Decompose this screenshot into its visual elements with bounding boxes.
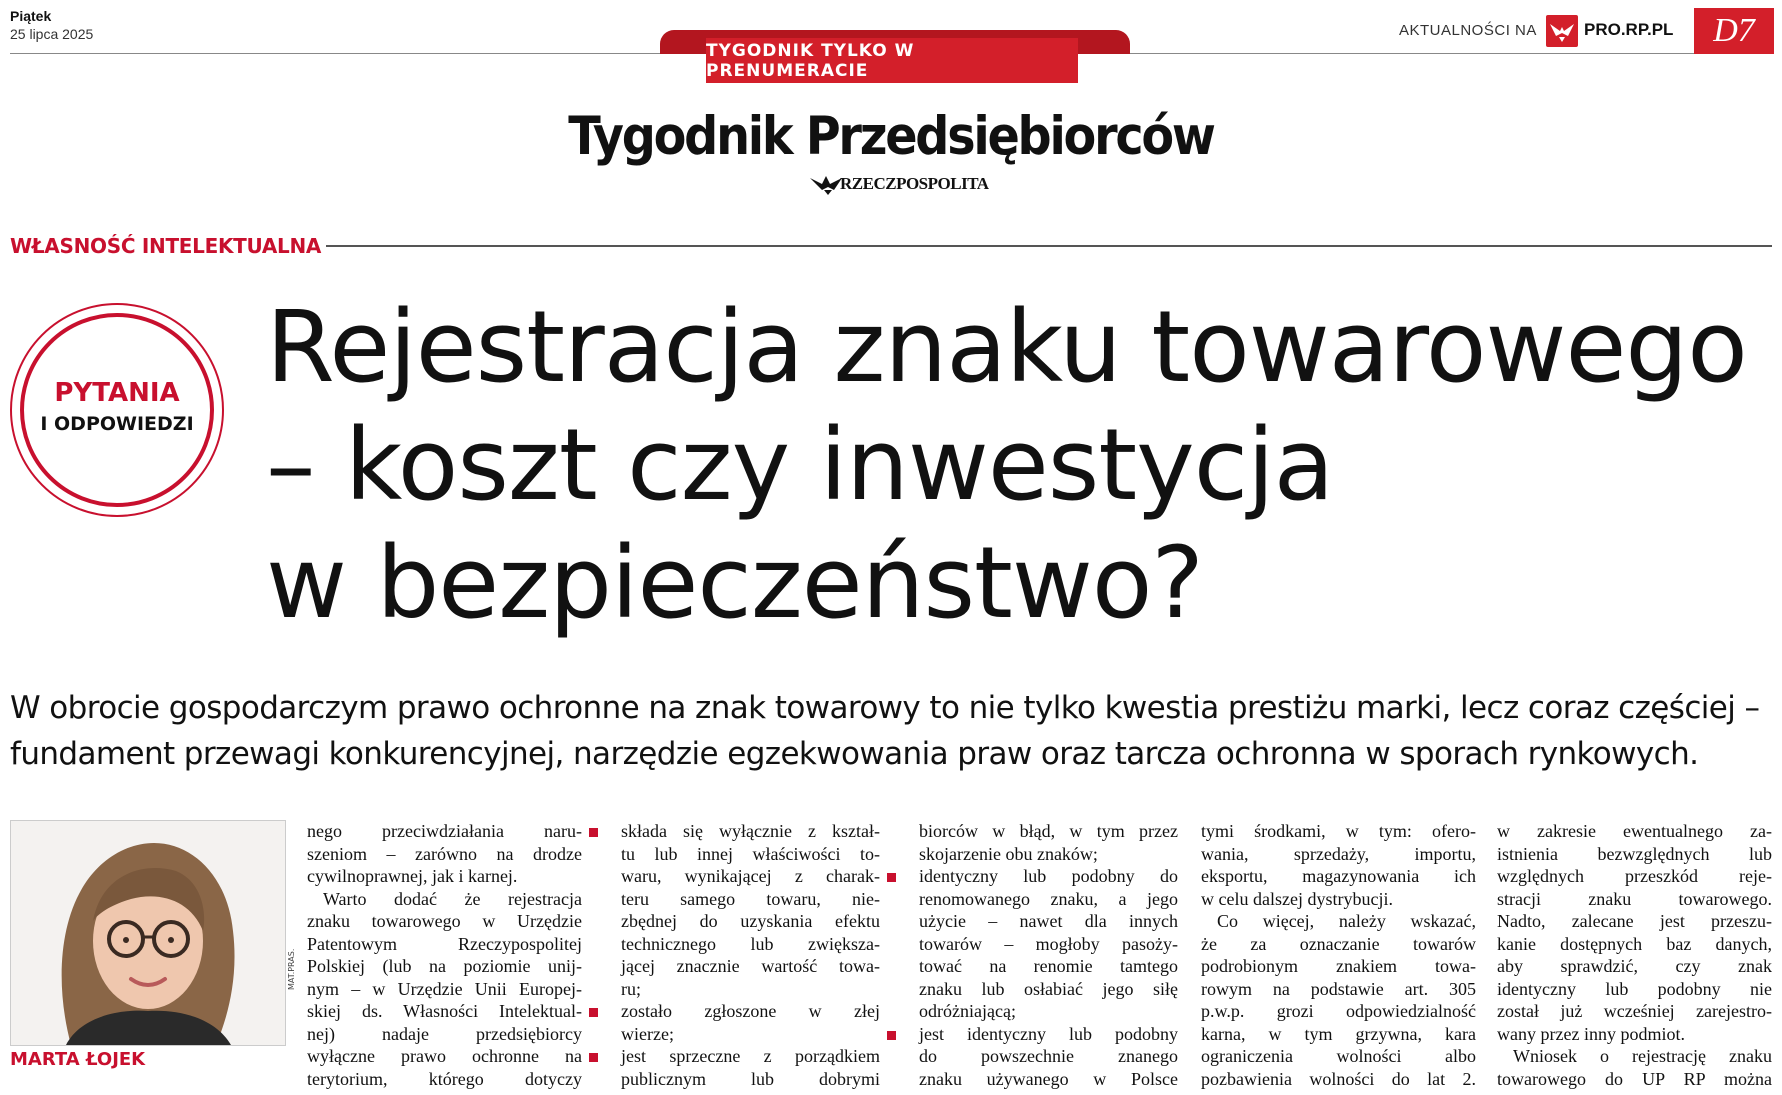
headline-line1: Rejestracja znaku towarowego: [266, 290, 1747, 405]
qa-badge-line1: PYTANIA: [54, 378, 180, 408]
column-line: jest sprzeczne z porządkiem: [621, 1046, 880, 1066]
column-line: kanie dostępnych baz danych,: [1497, 933, 1772, 954]
article-column-4: [1201, 820, 1476, 1090]
column-line: terytorium, którego dotyczy: [307, 1068, 582, 1089]
column-line: technicznego lub zwiększa-: [621, 933, 880, 954]
photo-credit: MAT.PRAS.: [287, 948, 296, 990]
column-line: biorców w błąd, w tym przez: [919, 821, 1178, 841]
column-line: ograniczenia wolności albo: [1201, 1046, 1476, 1066]
column-line: ru;: [621, 978, 641, 999]
column-line: w celu dalszej dystrybucji.: [1201, 888, 1393, 909]
publisher-name: RZECZPOSPOLITA: [840, 174, 989, 193]
list-item: [903, 820, 1178, 865]
column-line: tować na renomie tamtego: [919, 956, 1178, 976]
column-line: p.w.p. grozi odpowiedzialność: [1201, 1001, 1476, 1021]
column-line: identyczny lub podobny nie: [1497, 978, 1772, 999]
column-line: eksportu, magazynowania ich: [1201, 866, 1476, 886]
column-line: użycie – nawet dla innych: [919, 911, 1178, 931]
qa-badge-inner-ring: [20, 313, 214, 507]
article-column-2: [605, 820, 880, 1090]
column-line: nego przeciwdziałania naru-: [307, 821, 582, 841]
column-line: zostało zgłoszone w złej: [621, 1001, 880, 1021]
column-line: wyłączne prawo ochronne na: [307, 1046, 582, 1066]
list-item: [605, 1000, 880, 1045]
rp-eagle-icon[interactable]: [1546, 15, 1578, 47]
column-line: do powszechnie znanego: [919, 1046, 1178, 1066]
list-item: [605, 1045, 880, 1090]
list-item: [605, 820, 880, 1000]
list-item: [903, 1023, 1178, 1091]
column-line: cywilnoprawnej, jak i karnej.: [307, 866, 518, 886]
column-line: znaku towarowego w Urzędzie: [307, 911, 582, 931]
column-line: skojarzenie obu znaków;: [919, 843, 1098, 864]
column-line: towarowego do UP RP można: [1497, 1068, 1772, 1089]
section-label: WŁASNOŚĆ INTELEKTUALNA: [10, 234, 322, 258]
column-line: że za oznaczanie towarów: [1201, 933, 1476, 954]
column-line: Patentowym Rzeczypospolitej: [307, 933, 582, 954]
column-line: względnych przeszkód reje-: [1497, 866, 1772, 886]
column-line: znaku lub osłabiać jego siłę: [919, 978, 1178, 999]
column-line: Polskiej (lub na poziomie unij-: [307, 956, 582, 976]
column-line: szeniom – zarówno na drodze: [307, 843, 582, 864]
column-line: publicznym lub dobrymi: [621, 1068, 880, 1089]
date-full: 25 lipca 2025: [10, 26, 94, 42]
column-line: znaku używanego w Polsce: [919, 1068, 1178, 1089]
column-line: składa się wyłącznie z kształ-: [621, 821, 880, 841]
headline-line2: – koszt czy inwestycja: [266, 408, 1334, 523]
column-line: w zakresie ewentualnego za-: [1497, 821, 1772, 841]
subscription-banner[interactable]: TYGODNIK TYLKO W PRENUMERACIE: [706, 38, 1078, 83]
lead-line1: W obrocie gospodarczym prawo ochronne na znak towarowy to nie tylko kwestia prestiżu marki, lecz coraz częściej –: [10, 690, 1760, 726]
column-line: karna, w tym grzywna, kara: [1201, 1023, 1476, 1044]
column-line: pozbawienia wolności do lat 2.: [1201, 1068, 1476, 1089]
column-line: towarów – mogłoby pasoży-: [919, 933, 1178, 954]
column-line: wania, sprzedaży, importu,: [1201, 843, 1476, 864]
page-number: D7: [1694, 8, 1774, 54]
square-bullet-icon: [887, 1031, 896, 1040]
date-day: Piątek: [10, 8, 52, 24]
column-line: rowym na podstawie art. 305: [1201, 978, 1476, 999]
column-line: nym – w Urzędzie Unii Europej-: [307, 978, 582, 999]
column-line: jącej znacznie wartość towa-: [621, 956, 880, 976]
column-line: stracji znaku towarowego.: [1497, 888, 1772, 909]
author-photo: [10, 820, 286, 1046]
column-line: odróżniającą;: [919, 1001, 1016, 1021]
square-bullet-icon: [887, 873, 896, 882]
list-item: [903, 865, 1178, 1023]
article-column-3: [903, 820, 1178, 1090]
square-bullet-icon: [589, 1008, 598, 1017]
author-name: MARTA ŁOJEK: [10, 1049, 146, 1070]
masthead-title: Tygodnik Przedsiębiorców: [568, 106, 1214, 167]
article-column-5: [1497, 820, 1772, 1090]
news-label: AKTUALNOŚCI NA: [1399, 22, 1537, 39]
column-line: Wniosek o rejestrację znaku: [1513, 1046, 1772, 1066]
square-bullet-icon: [589, 1053, 598, 1062]
column-line: waru, wynikającej z charak-: [621, 866, 880, 886]
column-line: podrobionym znakiem towa-: [1201, 956, 1476, 976]
qa-badge-line2: I ODPOWIEDZI: [40, 413, 194, 435]
column-line: Nadto, zalecane jest przeszu-: [1497, 911, 1772, 931]
column-line: zbędnej do uzyskania efektu: [621, 911, 880, 931]
column-line: został już wcześniej zarejestro-: [1497, 1001, 1772, 1021]
square-bullet-icon: [589, 828, 598, 837]
column-line: tymi środkami, w tym: ofero-: [1201, 821, 1476, 841]
column-line: aby sprawdzić, czy znak: [1497, 956, 1772, 976]
column-line: nej) nadaje przedsiębiorcy: [307, 1023, 582, 1044]
headline-line3: w bezpieczeństwo?: [266, 526, 1203, 641]
column-line: wany przez inny podmiot.: [1497, 1023, 1685, 1044]
column-line: jest identyczny lub podobny: [919, 1023, 1178, 1044]
article-column-1: [307, 820, 582, 1090]
column-line: Co więcej, należy wskazać,: [1217, 911, 1476, 931]
column-line: tu lub innej właściwości to-: [621, 843, 880, 864]
column-line: istnienia bezwzględnych lub: [1497, 843, 1772, 864]
column-line: teru samego towaru, nie-: [621, 888, 880, 909]
section-rule: [326, 245, 1772, 247]
lead-line2: fundament przewagi konkurencyjnej, narzędzie egzekwowania praw oraz tarcza ochronna w sporach rynkowych.: [10, 736, 1699, 772]
news-site-link[interactable]: PRO.RP.PL: [1584, 20, 1674, 39]
column-line: identyczny lub podobny do: [919, 866, 1178, 886]
column-line: renomowanego znaku, a jego: [919, 888, 1178, 909]
column-line: skiej ds. Własności Intelektual-: [307, 1001, 582, 1021]
column-line: Warto dodać że rejestracja: [323, 888, 582, 909]
column-line: wierze;: [621, 1023, 674, 1044]
